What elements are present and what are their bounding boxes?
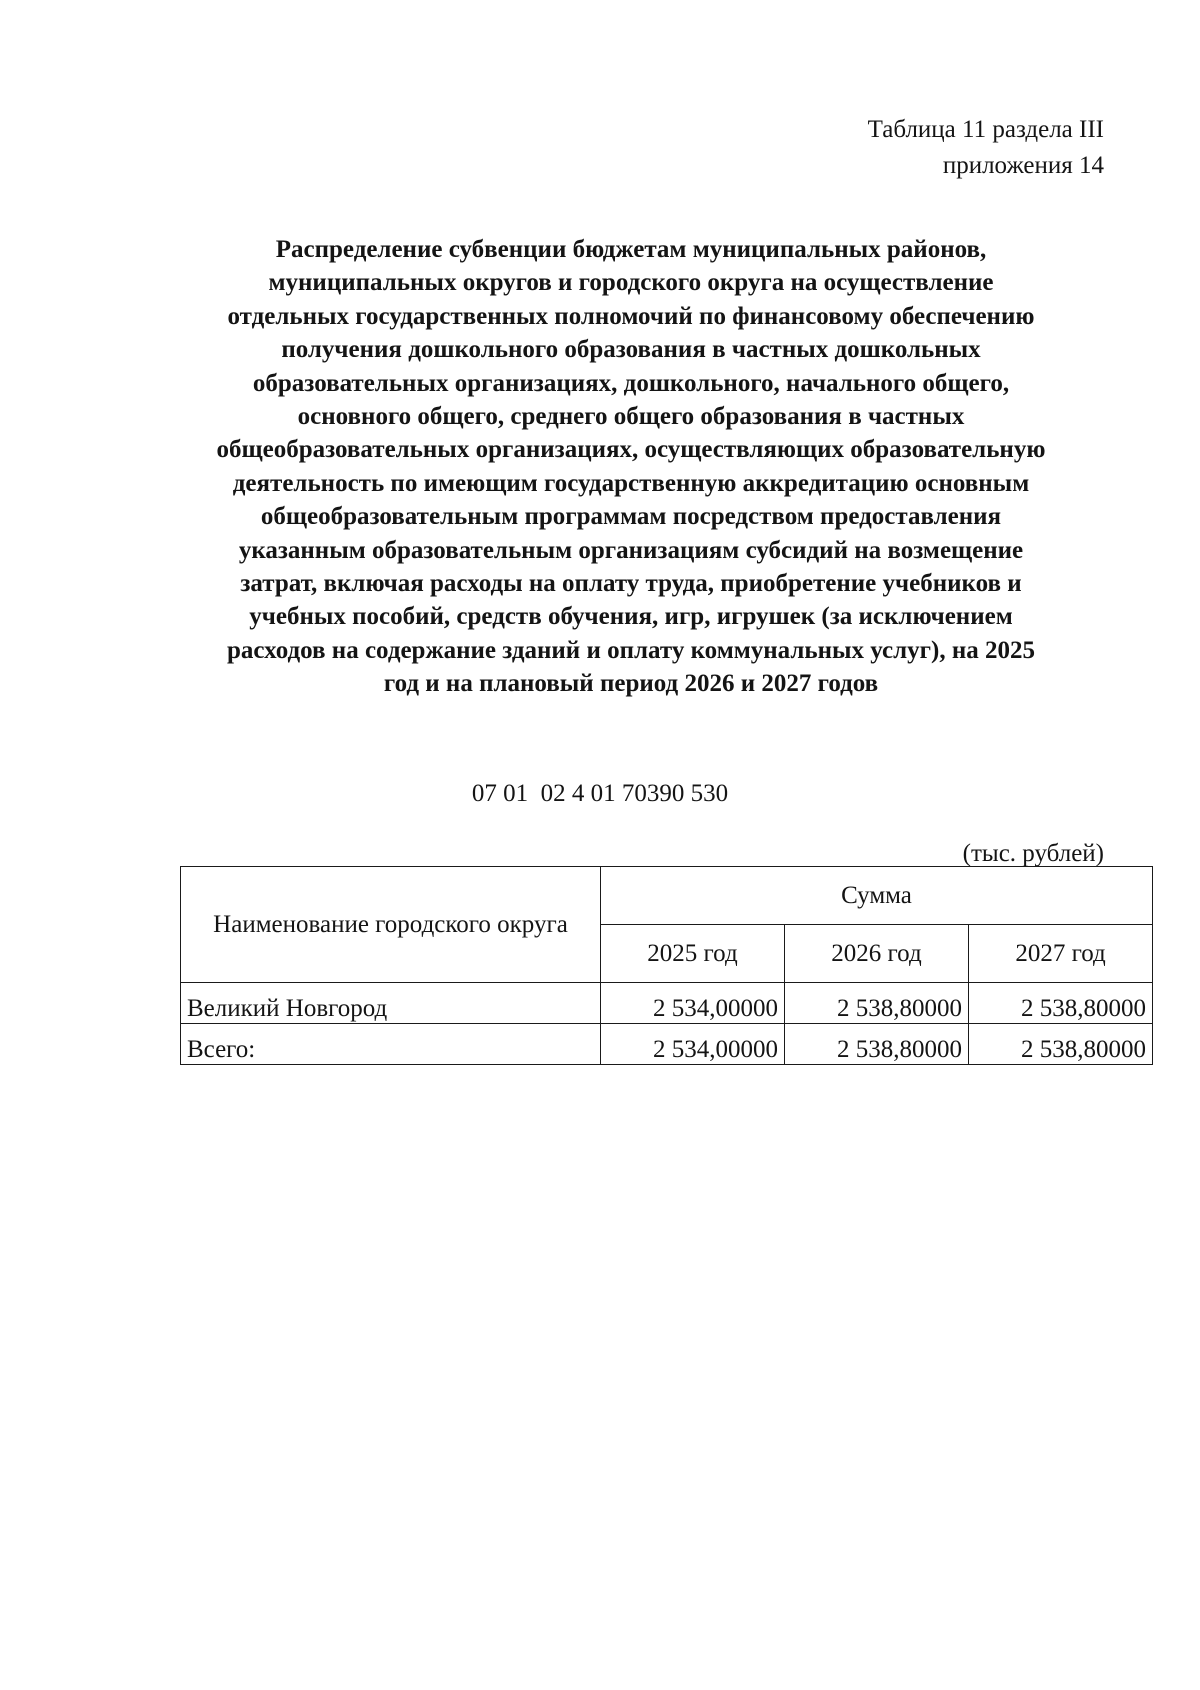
total-2025-cell: 2 534,00000 (601, 1024, 785, 1065)
amount-2026-cell: 2 538,80000 (785, 983, 969, 1024)
table-reference (868, 112, 1104, 184)
total-label-cell: Всего: (181, 1024, 601, 1065)
amount-2027-cell: 2 538,80000 (969, 983, 1153, 1024)
total-row (181, 1024, 1153, 1065)
title-line: указанным образовательным организациям субсидий на возмещение (238, 536, 1024, 564)
subvention-table (180, 866, 1153, 1065)
header-year-2025: 2025 год (601, 925, 785, 983)
title-line: основного общего, среднего общего образования в частных (297, 403, 965, 431)
title-line: отдельных государственных полномочий по финансовому обеспечению (227, 302, 1035, 330)
header-sum: Сумма (601, 867, 1153, 925)
title-line: год и на плановый период 2026 и 2027 годов (383, 670, 879, 698)
units-label: (тыс. рублей) (962, 840, 1104, 867)
header-year-2027: 2027 год (969, 925, 1153, 983)
reference-line-1: Таблица 11 раздела III (867, 116, 1104, 143)
header-year-2026: 2026 год (785, 925, 969, 983)
reference-line-2: приложения 14 (942, 152, 1104, 179)
title-line: общеобразовательным программам посредством предоставления (260, 503, 1002, 531)
title-line: Распределение субвенции бюджетам муниципальных районов, (275, 236, 987, 263)
title-line: расходов на содержание зданий и оплату коммунальных услуг), на 2025 (227, 636, 1035, 664)
title-line: учебных пособий, средств обучения, игр, игрушек (за исключением (249, 603, 1013, 631)
title-line: получения дошкольного образования в частных дошкольных (281, 336, 981, 364)
amount-2025-cell: 2 534,00000 (601, 983, 785, 1024)
budget-classification-code: 07 01 02 4 01 70390 530 (471, 780, 729, 807)
title-line: затрат, включая расходы на оплату труда, приобретение учебников и (240, 570, 1022, 598)
district-name-cell: Великий Новгород (181, 983, 601, 1024)
header-district-name: Наименование городского округа (181, 867, 601, 983)
title-line: общеобразовательных организациях, осуществляющих образовательную (216, 436, 1046, 464)
title-line: муниципальных округов и городского округа на осуществление (268, 269, 994, 297)
document-title (170, 233, 1092, 701)
title-line: образовательных организациях, дошкольного, начального общего, (252, 369, 1010, 397)
table-row (181, 983, 1153, 1024)
title-line: деятельность по имеющим государственную аккредитацию основным (232, 469, 1030, 497)
total-2027-cell: 2 538,80000 (969, 1024, 1153, 1065)
total-2026-cell: 2 538,80000 (785, 1024, 969, 1065)
